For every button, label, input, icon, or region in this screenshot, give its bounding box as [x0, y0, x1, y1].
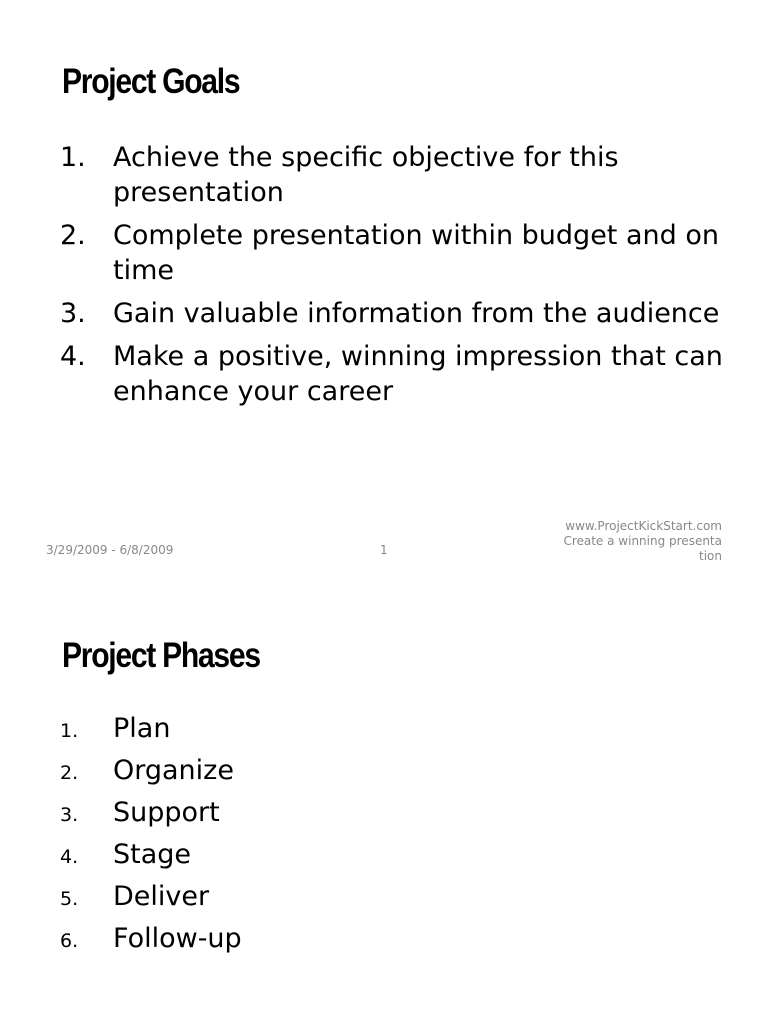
list-text: Make a positive, winning impression that can enhance your career [113, 341, 723, 407]
list-text: Gain valuable information from the audience [113, 298, 720, 329]
footer-date-range: 3/29/2009 - 6/8/2009 [46, 543, 174, 557]
list-text: Achieve the specific objective for this presentation [113, 142, 619, 208]
list-text: Complete presentation within budget and on time [113, 220, 719, 286]
slide-title: Project Phases [62, 636, 260, 675]
slide-project-phases [0, 598, 768, 1024]
list-item [60, 218, 750, 288]
list-item [60, 339, 750, 409]
goals-list [60, 140, 750, 417]
list-item [60, 797, 242, 839]
list-number: 1. [60, 142, 86, 173]
footer-subtitle: Create a winning presentation [563, 534, 722, 563]
list-text: Plan [113, 713, 171, 744]
list-number: 3. [60, 804, 79, 826]
list-number: 3. [60, 298, 86, 329]
slide-footer [0, 515, 768, 577]
footer-website: www.ProjectKickStart.com [565, 519, 722, 533]
list-text: Stage [113, 839, 192, 870]
list-number: 4. [60, 846, 79, 868]
list-number: 1. [60, 720, 79, 742]
list-text: Follow-up [113, 923, 242, 954]
list-item [60, 296, 750, 331]
list-number: 2. [60, 220, 86, 251]
list-number: 5. [60, 888, 79, 910]
list-item [60, 140, 750, 210]
list-number: 4. [60, 341, 86, 372]
list-text: Support [113, 797, 220, 828]
list-text: Organize [113, 755, 234, 786]
list-item [60, 923, 242, 965]
list-item [60, 713, 242, 755]
footer-right [562, 519, 722, 564]
slide-title: Project Goals [62, 62, 240, 101]
list-item [60, 755, 242, 797]
list-item [60, 839, 242, 881]
list-number: 6. [60, 930, 79, 952]
phases-list [60, 713, 242, 965]
footer-page-number: 1 [380, 543, 388, 557]
list-item [60, 881, 242, 923]
list-text: Deliver [113, 881, 210, 912]
list-number: 2. [60, 762, 79, 784]
